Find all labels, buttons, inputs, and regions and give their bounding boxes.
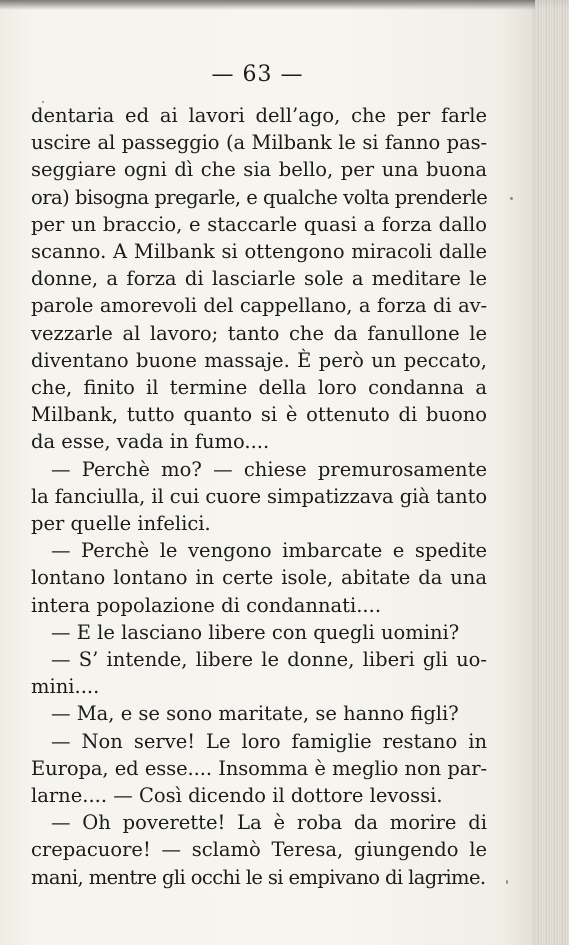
text-line: Europa, ed esse.... Insomma è meglio non par- xyxy=(31,756,487,780)
text-line: — Non serve! Le loro famiglie restano in xyxy=(51,729,487,753)
text-line: la fanciulla, il cui cuore simpatizzava già tanto xyxy=(31,484,487,508)
text-line: per quelle infelici. xyxy=(31,512,211,536)
text-line: larne.... — Così dicendo il dottore levossi. xyxy=(31,784,443,808)
text-line: scanno. A Milbank si ottengono miracoli dalle xyxy=(31,240,487,264)
text-line: ora) bisogna pregarle, e qualche volta prenderle xyxy=(31,185,488,209)
page-top-edge xyxy=(0,0,569,10)
text-line: parole amorevoli del cappellano, a forza di av- xyxy=(31,294,487,318)
text-line: crepacuore! — sclamò Teresa, giungendo le xyxy=(31,838,487,862)
text-line: diventano buone massaje. È però un peccato, xyxy=(31,348,487,372)
text-line: mini.... xyxy=(31,675,100,699)
text-line: donne, a forza di lasciarle sole a meditare le xyxy=(31,267,487,291)
text-line: intera popolazione di condannati.... xyxy=(31,593,382,617)
text-line: vezzarle al lavoro; tanto che da fanullone le xyxy=(31,321,487,345)
text-line: uscire al passeggio (a Milbank le si fanno pas- xyxy=(31,131,487,155)
text-line: — Perchè le vengono imbarcate e spedite xyxy=(51,539,487,563)
text-line: — E le lasciano libere con quegli uomini? xyxy=(51,620,460,644)
text-line: lontano lontano in certe isole, abitate da una xyxy=(31,566,487,590)
text-line: Milbank, tutto quanto si è ottenuto di buono xyxy=(31,403,487,427)
paper-speck xyxy=(510,197,513,200)
text-line: dentaria ed ai lavori dell’ago, che per farle xyxy=(31,104,487,127)
text-line: — S’ intende, libere le donne, liberi gli uo- xyxy=(51,648,487,672)
text-line: da esse, vada in fumo.... xyxy=(31,430,270,454)
page-stack-edge xyxy=(535,0,569,945)
text-line: — Ma, e se sono maritate, se hanno figli? xyxy=(51,702,459,726)
text-line: — Perchè mo? — chiese premurosamente xyxy=(51,457,487,481)
text-line: per un braccio, e staccarle quasi a forza dallo xyxy=(31,212,487,236)
body-text xyxy=(31,102,487,891)
text-line: — Oh poverette! La è roba da morire di xyxy=(51,811,487,835)
text-line: che, finito il termine della loro condanna a xyxy=(31,376,487,400)
page-number: — 63 — xyxy=(211,62,304,87)
text-line: mani, mentre gli occhi le si empivano di lagrime. xyxy=(31,865,486,889)
paper-speck xyxy=(506,880,508,884)
text-line: seggiare ogni dì che sia bello, per una buona xyxy=(31,158,487,182)
